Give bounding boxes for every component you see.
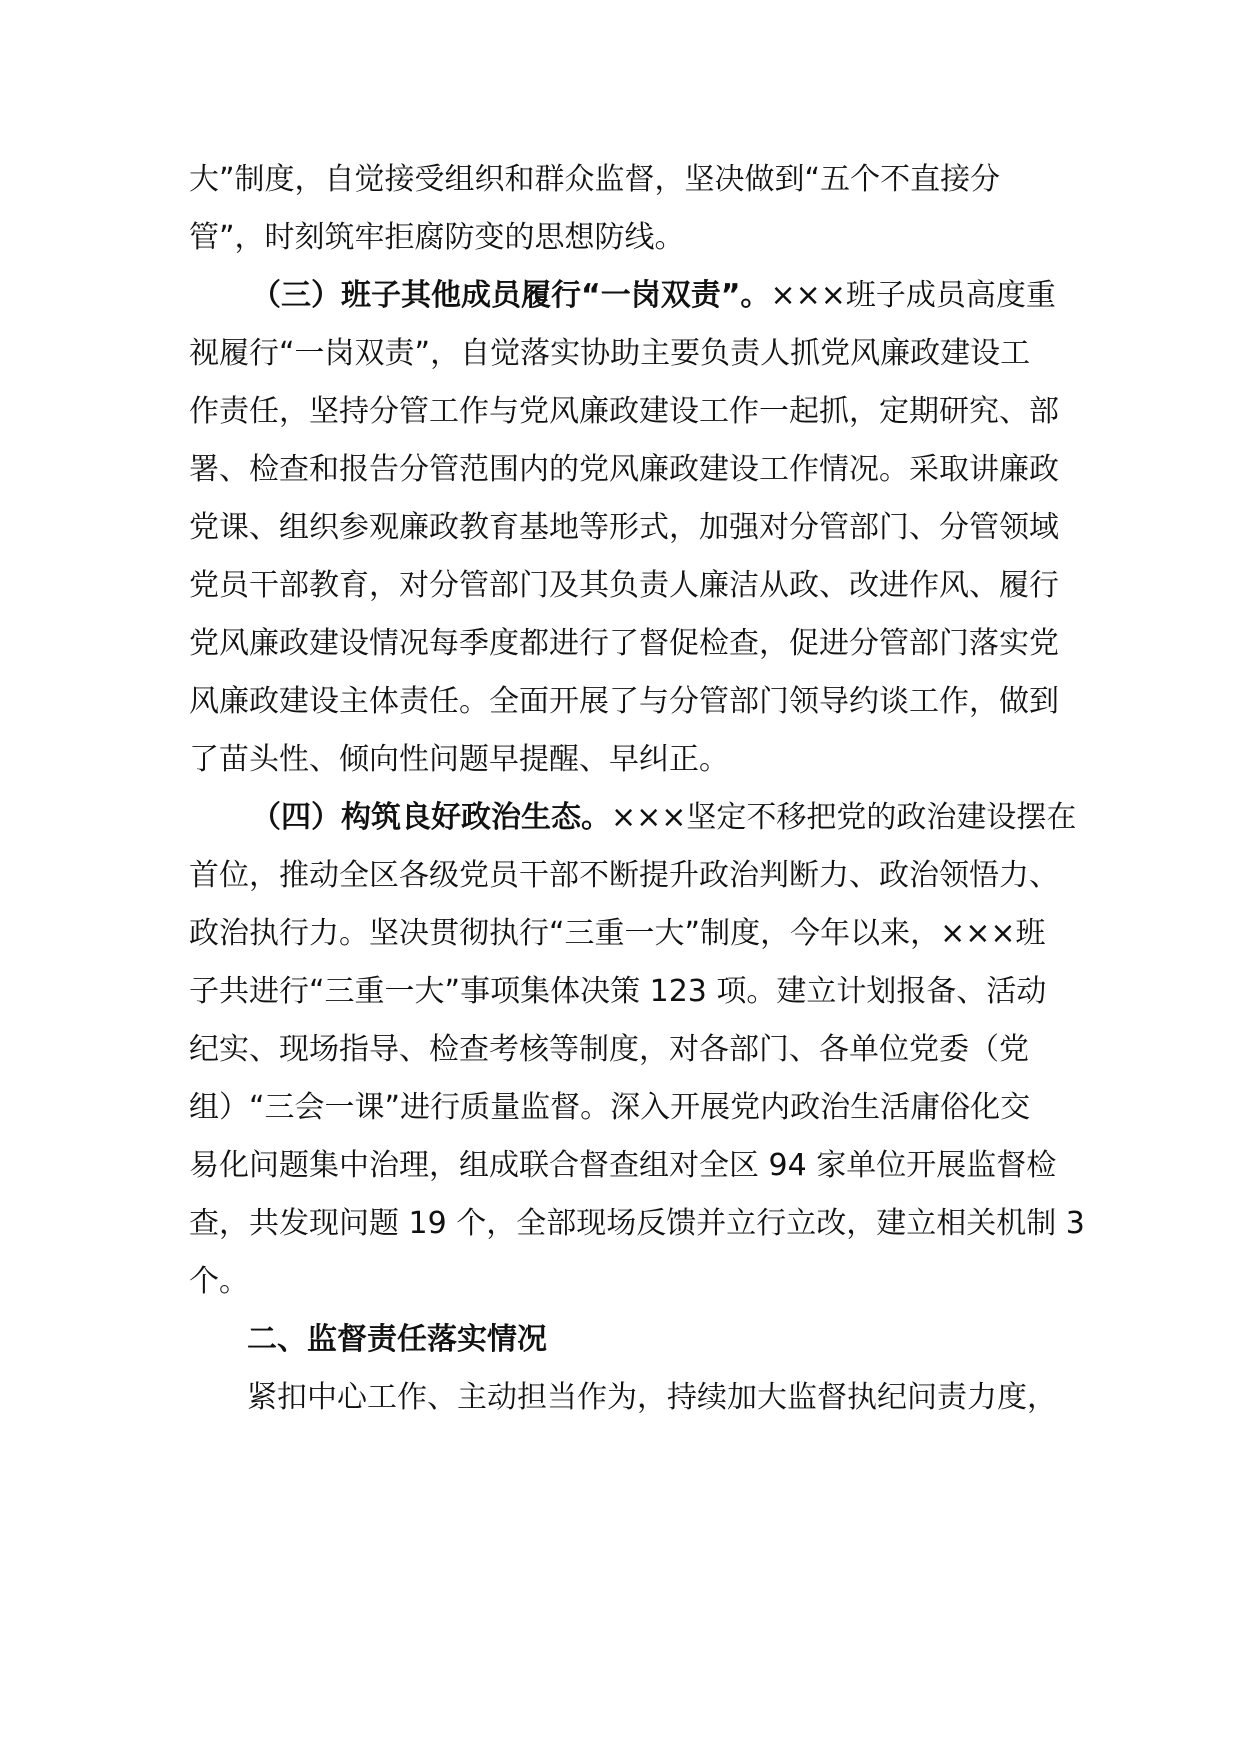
- section-heading-4: （四）构筑良好政治生态。: [251, 800, 611, 835]
- body-text-line: 查，共发现问题 19 个，全部现场反馈并立行立改，建立相关机制 3: [189, 1206, 1085, 1241]
- body-text-line: 党员干部教育，对分管部门及其负责人廉洁从政、改进作风、履行: [189, 568, 1059, 603]
- body-text-line: 个。: [189, 1264, 249, 1299]
- body-text-line: 管”，时刻筑牢拒腐防变的思想防线。: [189, 220, 685, 255]
- body-text: ×××班子成员高度重: [770, 278, 1056, 313]
- body-text-line: 紧扣中心工作、主动担当作为，持续加大监督执纪问责力度，: [247, 1380, 1057, 1415]
- body-text-line: 易化问题集中治理，组成联合督查组对全区 94 家单位开展监督检: [189, 1148, 1057, 1183]
- body-text-line: 子共进行“三重一大”事项集体决策 123 项。建立计划报备、活动: [189, 974, 1047, 1009]
- body-text-line: 政治执行力。坚决贯彻执行“三重一大”制度，今年以来，×××班: [189, 916, 1046, 951]
- body-text: ×××坚定不移把党的政治建设摆在: [611, 800, 1077, 835]
- body-text-line: 大”制度，自觉接受组织和群众监督，坚决做到“五个不直接分: [189, 162, 1001, 197]
- section-title: 二、监督责任落实情况: [247, 1322, 547, 1357]
- body-text-line: 组）“三会一课”进行质量监督。深入开展党内政治生活庸俗化交: [189, 1090, 1031, 1125]
- body-text-line: 视履行“一岗双责”，自觉落实协助主要负责人抓党风廉政建设工: [189, 336, 1031, 371]
- paragraph-first-line: [251, 798, 1076, 838]
- body-text-line: 党课、组织参观廉政教育基地等形式，加强对分管部门、分管领域: [189, 510, 1059, 545]
- paragraph-first-line: [251, 276, 1056, 316]
- body-text-line: 署、检查和报告分管范围内的党风廉政建设工作情况。采取讲廉政: [189, 452, 1059, 487]
- body-text-line: 了苗头性、倾向性问题早提醒、早纠正。: [189, 742, 729, 777]
- body-text-line: 作责任，坚持分管工作与党风廉政建设工作一起抓，定期研究、部: [189, 394, 1059, 429]
- body-text-line: 党风廉政建设情况每季度都进行了督促检查，促进分管部门落实党: [189, 626, 1059, 661]
- body-text-line: 首位，推动全区各级党员干部不断提升政治判断力、政治领悟力、: [189, 858, 1059, 893]
- section-heading-3: （三）班子其他成员履行“一岗双责”。: [251, 278, 771, 313]
- body-text-line: 纪实、现场指导、检查考核等制度，对各部门、各单位党委（党: [189, 1032, 1029, 1067]
- body-text-line: 风廉政建设主体责任。全面开展了与分管部门领导约谈工作，做到: [189, 684, 1059, 719]
